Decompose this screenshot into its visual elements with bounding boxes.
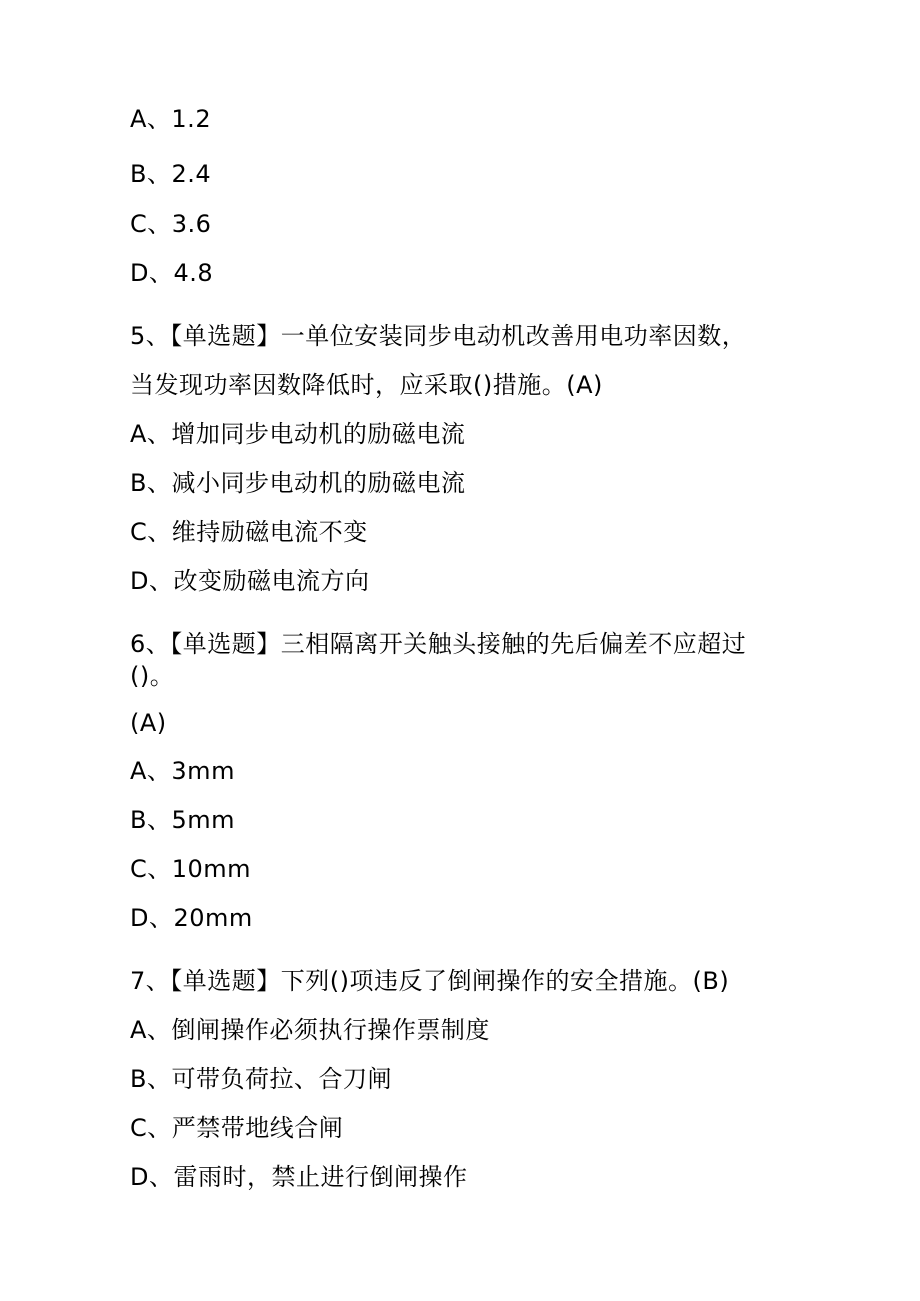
q5-option-c: C、维持励磁电流不变 (130, 518, 368, 546)
q4-option-a: A、1.2 (130, 105, 212, 133)
q4-option-b: B、2.4 (130, 160, 212, 188)
q4-option-c: C、3.6 (130, 210, 212, 238)
q5-option-a: A、增加同步电动机的励磁电流 (130, 420, 466, 448)
q6-stem-line2: ()。 (130, 662, 175, 690)
q5-option-d: D、改变励磁电流方向 (130, 567, 370, 595)
q6-stem-line1: 6、【单选题】三相隔离开关触头接触的先后偏差不应超过 (130, 630, 747, 658)
q7-option-d: D、雷雨时，禁止进行倒闸操作 (130, 1163, 468, 1191)
q7-option-c: C、严禁带地线合闸 (130, 1114, 344, 1142)
q6-option-a: A、3mm (130, 757, 235, 785)
q4-option-d: D、4.8 (130, 259, 214, 287)
q5-stem-line2: 当发现功率因数降低时，应采取()措施。(A) (130, 371, 603, 399)
q7-stem: 7、【单选题】下列()项违反了倒闸操作的安全措施。(B) (130, 967, 730, 995)
q6-option-c: C、10mm (130, 855, 252, 883)
q6-answer: (A) (130, 709, 167, 737)
q7-option-b: B、可带负荷拉、合刀闸 (130, 1065, 392, 1093)
q6-option-d: D、20mm (130, 904, 253, 932)
q6-option-b: B、5mm (130, 806, 235, 834)
q5-stem-line1: 5、【单选题】一单位安装同步电动机改善用电功率因数， (130, 322, 747, 350)
q5-option-b: B、减小同步电动机的励磁电流 (130, 469, 466, 497)
q7-option-a: A、倒闸操作必须执行操作票制度 (130, 1016, 490, 1044)
